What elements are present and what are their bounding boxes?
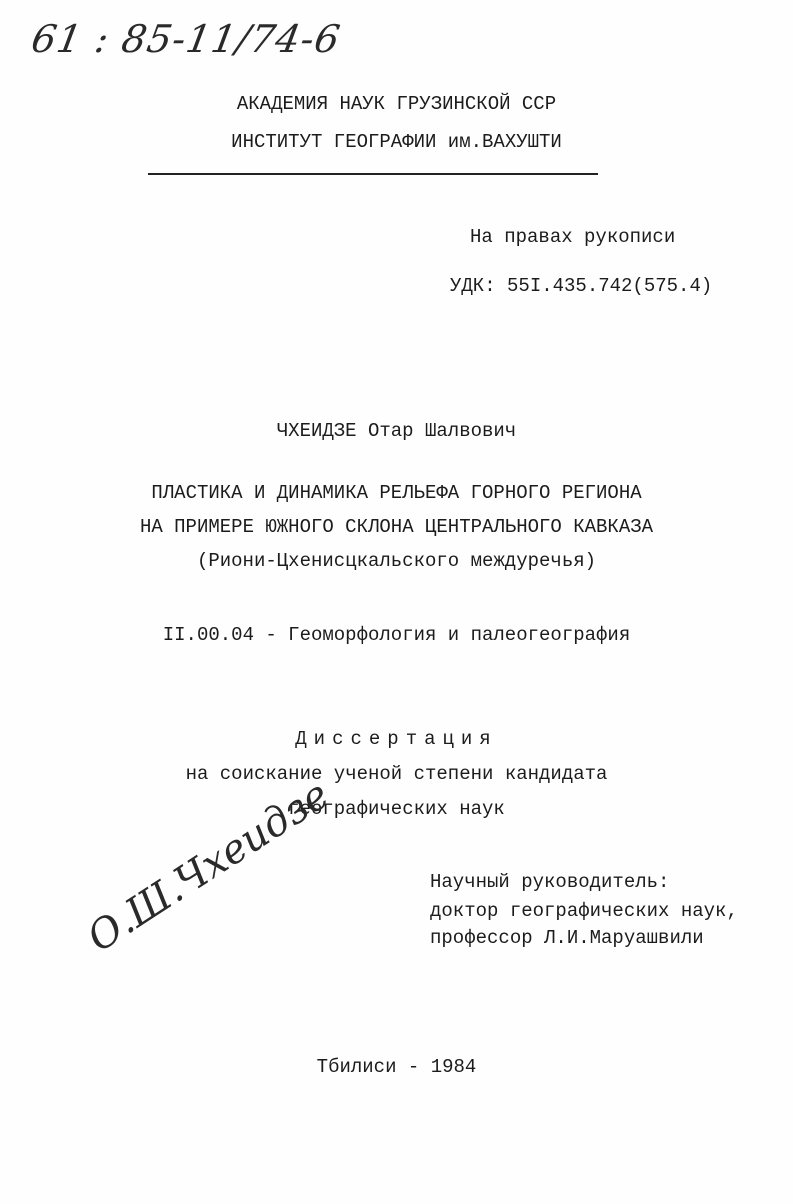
institute-heading: ИНСТИТУТ ГЕОГРАФИИ им.ВАХУШТИ [231, 131, 562, 153]
udc-code: УДК: 55I.435.742(575.4) [450, 275, 713, 297]
academy-heading: АКАДЕМИЯ НАУК ГРУЗИНСКОЙ ССР [236, 93, 557, 115]
header-divider [148, 173, 598, 175]
degree-line-2: географических наук [288, 798, 505, 820]
handwritten-signature: О.Ш.Чхеидзе [79, 771, 338, 962]
manuscript-rights-note: На правах рукописи [470, 226, 676, 248]
supervisor-degree: доктор географических наук, [430, 900, 738, 922]
handwritten-archive-code: 61 : 85-11/74-6 [28, 17, 344, 61]
thesis-title-line-1: ПЛАСТИКА И ДИНАМИКА РЕЛЬЕФА ГОРНОГО РЕГИОНА [151, 482, 642, 504]
dissertation-heading: Диссертация [295, 728, 498, 750]
supervisor-label: Научный руководитель: [430, 871, 670, 893]
supervisor-name: профессор Л.И.Маруашвили [430, 927, 704, 949]
specialty-code: II.00.04 - Геоморфология и палеогеография [162, 624, 631, 646]
thesis-title-line-2: НА ПРИМЕРЕ ЮЖНОГО СКЛОНА ЦЕНТРАЛЬНОГО КАВКАЗА [139, 516, 654, 538]
degree-line-1: на соискание ученой степени кандидата [185, 763, 608, 785]
author-name: ЧХЕИДЗЕ Отар Шалвович [276, 420, 517, 442]
place-and-year: Тбилиси - 1984 [316, 1056, 477, 1078]
thesis-title-line-3: (Риони-Цхенисцкальского междуречья) [196, 550, 597, 572]
